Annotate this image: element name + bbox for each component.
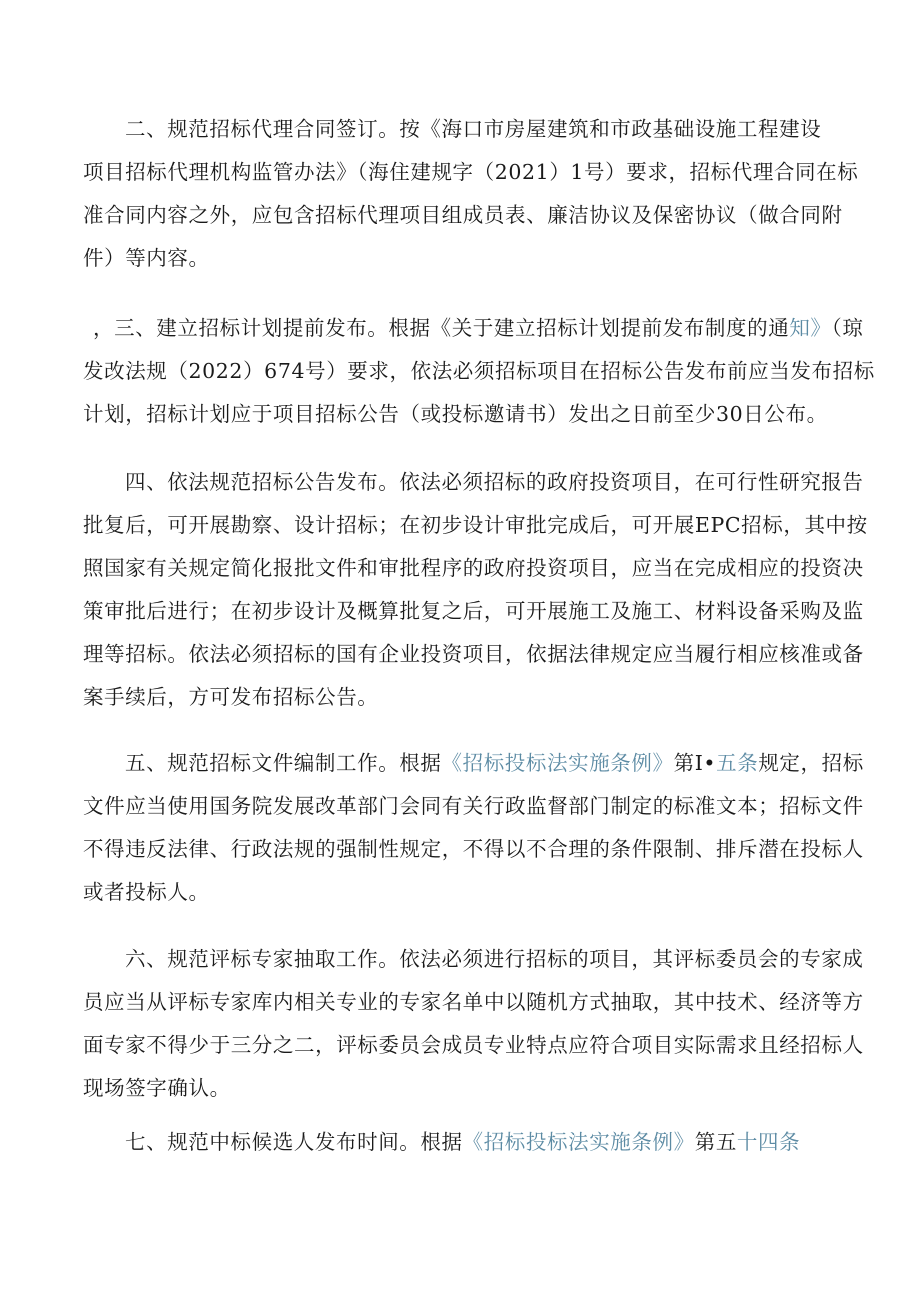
p5-line-1-mid: 第I• <box>673 751 717 775</box>
p5-line-1-tail: 规定，招标 <box>758 751 864 775</box>
p4-line-5: 理等招标。依法必须招标的国有企业投资项目，依据法律规定应当履行相应核准或备 <box>83 642 864 666</box>
p2-line-3: 准合同内容之外，应包含招标代理项目组成员表、廉洁协议及保密协议（做合同附 <box>83 203 843 227</box>
p7-regulation-link[interactable]: 《招标投标法实施条例》 <box>462 1130 695 1154</box>
p3-line-1 <box>93 316 863 340</box>
p3-line-1-text: ，三、建立招标计划提前发布。根据《关于建立招标计划提前发布制度的通 <box>93 316 790 340</box>
p7-line-1 <box>125 1130 800 1154</box>
p5-line-1-text: 五、规范招标文件编制工作。根据 <box>125 751 442 775</box>
p4-line-4: 策审批后进行；在初步设计及概算批复之后，可开展施工及施工、材料设备采购及监 <box>83 599 864 623</box>
p4-line-1: 四、依法规范招标公告发布。依法必须招标的政府投资项目，在可行性研究报告 <box>125 470 864 494</box>
p3-line-2: 发改法规（2022）674号）要求，依法必须招标项目在招标公告发布前应当发布招标 <box>83 359 875 383</box>
p3-line-1-tail: （琼 <box>831 316 864 340</box>
p6-line-2: 员应当从评标专家库内相关专业的专家名单中以随机方式抽取，其中技术、经济等方 <box>83 990 864 1014</box>
p7-article-link[interactable]: 十四条 <box>736 1130 801 1154</box>
p2-line-1: 二、规范招标代理合同签订。按《海口市房屋建筑和市政基础设施工程建设 <box>125 117 822 141</box>
p5-line-2: 文件应当使用国务院发展改革部门会同有关行政监督部门制定的标准文本；招标文件 <box>83 794 864 818</box>
p4-line-6: 案手续后，方可发布招标公告。 <box>83 685 379 709</box>
p4-line-2: 批复后，可开展勘察、设计招标；在初步设计审批完成后，可开展EPC招标，其中按 <box>83 513 868 537</box>
p5-line-3: 不得违反法律、行政法规的强制性规定，不得以不合理的条件限制、排斥潜在投标人 <box>83 837 864 861</box>
p2-line-4: 件）等内容。 <box>83 246 210 270</box>
p7-line-1-text: 七、规范中标候选人发布时间。根据 <box>125 1130 463 1154</box>
p4-line-3: 照国家有关规定简化报批文件和审批程序的政府投资项目，应当在完成相应的投资决 <box>83 556 864 580</box>
p2-line-2: 项目招标代理机构监管办法》（海住建规字（2021）1号）要求，招标代理合同在标 <box>83 160 859 184</box>
p6-line-1: 六、规范评标专家抽取工作。依法必须进行招标的项目，其评标委员会的专家成 <box>125 947 864 971</box>
p5-line-4: 或者投标人。 <box>83 880 210 904</box>
p3-line-3: 计划，招标计划应于项目招标公告（或投标邀请书）发出之日前至少30日公布。 <box>83 402 828 426</box>
p3-line-1-link[interactable]: 知》 <box>789 316 832 340</box>
p5-regulation-link[interactable]: 《招标投标法实施条例》 <box>441 751 674 775</box>
p5-article-link[interactable]: 五条 <box>716 751 759 775</box>
p5-line-1 <box>125 751 864 775</box>
p7-line-1-mid: 第五 <box>694 1130 737 1154</box>
p6-line-4: 现场签字确认。 <box>83 1076 231 1100</box>
p6-line-3: 面专家不得少于三分之二，评标委员会成员专业特点应符合项目实际需求且经招标人 <box>83 1033 864 1057</box>
